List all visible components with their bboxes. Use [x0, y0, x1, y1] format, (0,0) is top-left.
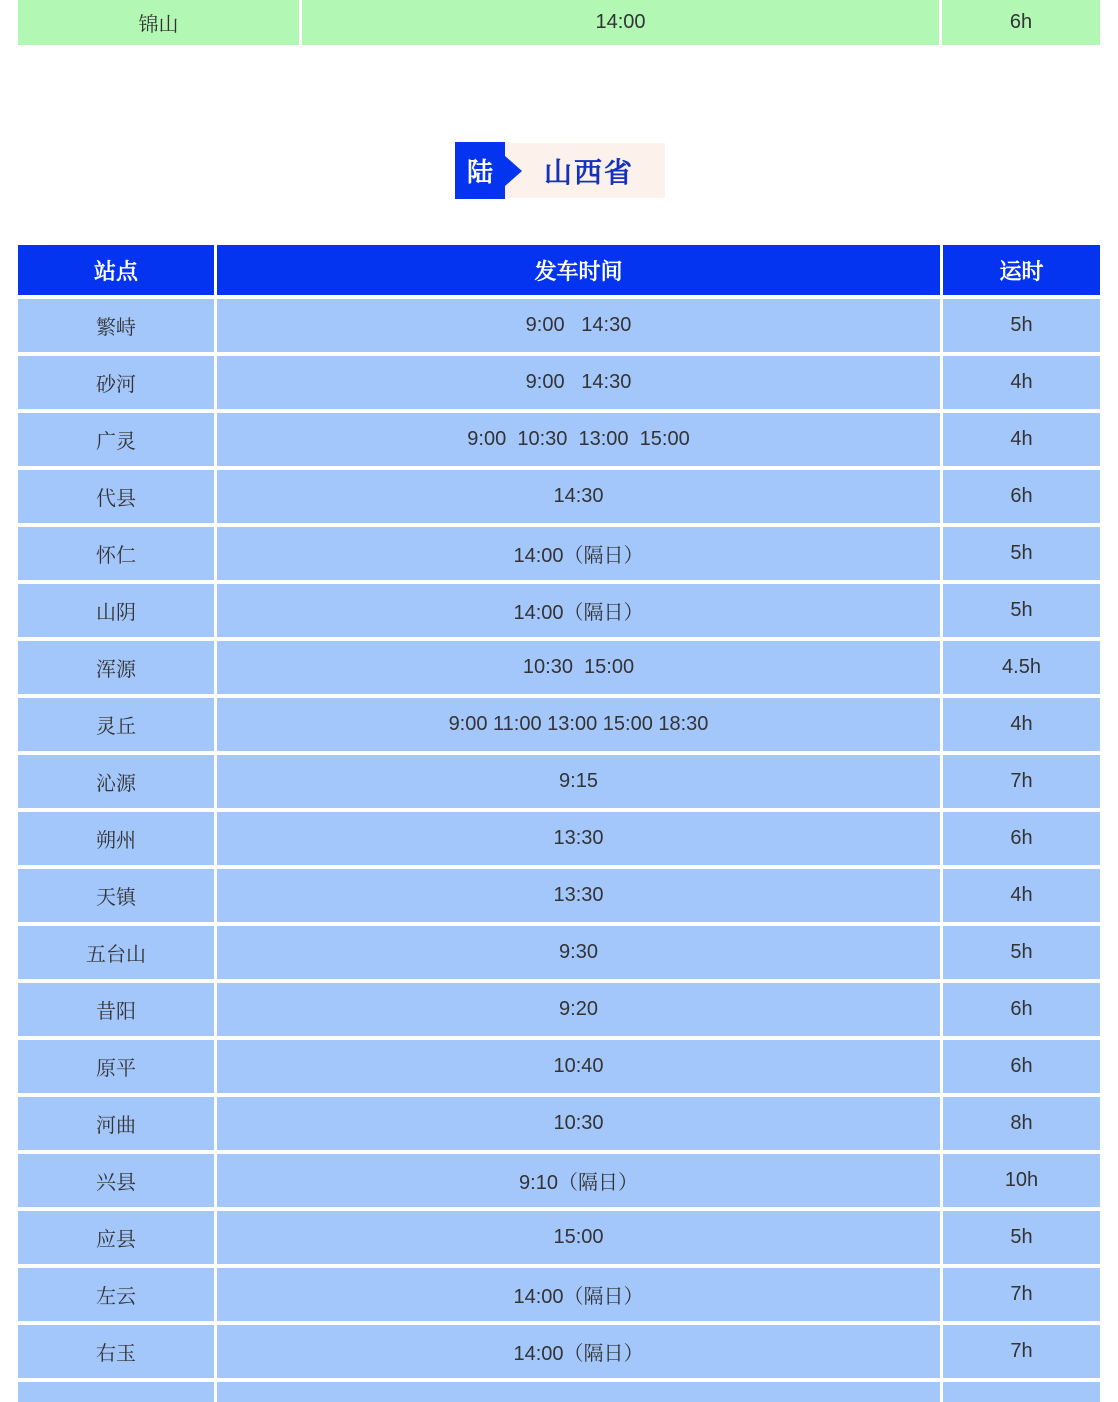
section-badge — [455, 142, 665, 199]
table-row — [18, 1268, 1100, 1321]
cell-station: 左云 — [18, 1268, 214, 1321]
table-row — [18, 299, 1100, 352]
table-header-row — [18, 245, 1100, 295]
cell-departure: 9:00 10:30 13:00 15:00 — [217, 413, 940, 466]
table-row — [18, 1040, 1100, 1093]
cell-duration: 5h — [943, 299, 1100, 352]
table-row — [18, 1325, 1100, 1378]
cell-departure: 13:30 — [217, 869, 940, 922]
cell-station: 应县 — [18, 1211, 214, 1264]
section-title-strip — [503, 143, 665, 198]
cell-station: 兴县 — [18, 1154, 214, 1207]
table-row — [18, 698, 1100, 751]
green-cell-departure: 14:00 — [302, 0, 939, 45]
cell-departure: 9:30 — [217, 926, 940, 979]
header-duration: 运时 — [943, 245, 1100, 295]
table-row — [18, 641, 1100, 694]
cell-duration: 4h — [943, 869, 1100, 922]
table-row — [18, 470, 1100, 523]
table-row — [18, 356, 1100, 409]
cell-duration: 4.5h — [943, 641, 1100, 694]
cell-duration: 5h — [943, 527, 1100, 580]
cell-station: 河曲 — [18, 1097, 214, 1150]
cell-duration: 5h — [943, 1211, 1100, 1264]
cell-duration: 4h — [943, 356, 1100, 409]
header-departure: 发车时间 — [217, 245, 940, 295]
cell-departure: 9:20 — [217, 983, 940, 1036]
cell-station: 右玉 — [18, 1325, 214, 1378]
table-row — [18, 869, 1100, 922]
cell-departure: 9:10（隔日） — [217, 1154, 940, 1207]
cell-departure: 10:40 — [217, 1040, 940, 1093]
table-row — [18, 755, 1100, 808]
cell-station: 灵丘 — [18, 698, 214, 751]
cell-departure: 14:30 — [217, 470, 940, 523]
cell-station: 怀仁 — [18, 527, 214, 580]
table-row — [18, 812, 1100, 865]
cell-duration: 8h — [943, 1097, 1100, 1150]
cell-duration: 5h — [943, 584, 1100, 637]
arrow-right-icon — [505, 156, 522, 186]
cell-duration: 5h — [943, 926, 1100, 979]
cell-departure: 9:15 — [217, 755, 940, 808]
table-row — [18, 1154, 1100, 1207]
cell-station: 沁源 — [18, 755, 214, 808]
table-row — [18, 584, 1100, 637]
cell-station: 五台山 — [18, 926, 214, 979]
section-title: 山西省 — [543, 156, 634, 188]
cell-duration: 6h — [943, 470, 1100, 523]
cell-departure: 9:00 14:30 — [217, 356, 940, 409]
cell-station: 代县 — [18, 470, 214, 523]
cell-departure: 14:00（隔日） — [217, 1325, 940, 1378]
cell-station: 朔州 — [18, 812, 214, 865]
cell-departure: 10:30 — [217, 1097, 940, 1150]
header-station: 站点 — [18, 245, 214, 295]
cell-duration: 4h — [943, 413, 1100, 466]
table-row — [18, 1211, 1100, 1264]
table-row — [18, 413, 1100, 466]
table-row — [18, 926, 1100, 979]
table-row — [18, 527, 1100, 580]
cell-duration: 4h — [943, 698, 1100, 751]
cell-duration: 7h — [943, 1325, 1100, 1378]
cell-departure: 9:00 11:00 13:00 15:00 18:30 — [217, 698, 940, 751]
cell-station: 原平 — [18, 1040, 214, 1093]
next-row-sliver — [18, 1382, 1100, 1402]
cell-duration: 10h — [943, 1154, 1100, 1207]
table-row — [18, 1097, 1100, 1150]
timetable — [18, 245, 1100, 1402]
cell-departure: 14:00（隔日） — [217, 527, 940, 580]
green-cell-station: 锦山 — [18, 0, 299, 45]
cell-departure: 14:00（隔日） — [217, 584, 940, 637]
section-index-badge: 陆 — [455, 142, 505, 199]
green-cell-duration: 6h — [942, 0, 1100, 45]
cell-station: 砂河 — [18, 356, 214, 409]
cell-duration: 6h — [943, 812, 1100, 865]
cell-station: 昔阳 — [18, 983, 214, 1036]
cell-station: 繁峙 — [18, 299, 214, 352]
cell-station: 广灵 — [18, 413, 214, 466]
cell-departure: 14:00（隔日） — [217, 1268, 940, 1321]
cell-departure: 15:00 — [217, 1211, 940, 1264]
cell-station: 浑源 — [18, 641, 214, 694]
cell-departure: 10:30 15:00 — [217, 641, 940, 694]
previous-table-partial-row — [18, 0, 1100, 45]
cell-station: 天镇 — [18, 869, 214, 922]
table-row — [18, 983, 1100, 1036]
cell-station: 山阴 — [18, 584, 214, 637]
cell-duration: 6h — [943, 1040, 1100, 1093]
cell-duration: 6h — [943, 983, 1100, 1036]
cell-departure: 9:00 14:30 — [217, 299, 940, 352]
cell-departure: 13:30 — [217, 812, 940, 865]
cell-duration: 7h — [943, 1268, 1100, 1321]
cell-duration: 7h — [943, 755, 1100, 808]
